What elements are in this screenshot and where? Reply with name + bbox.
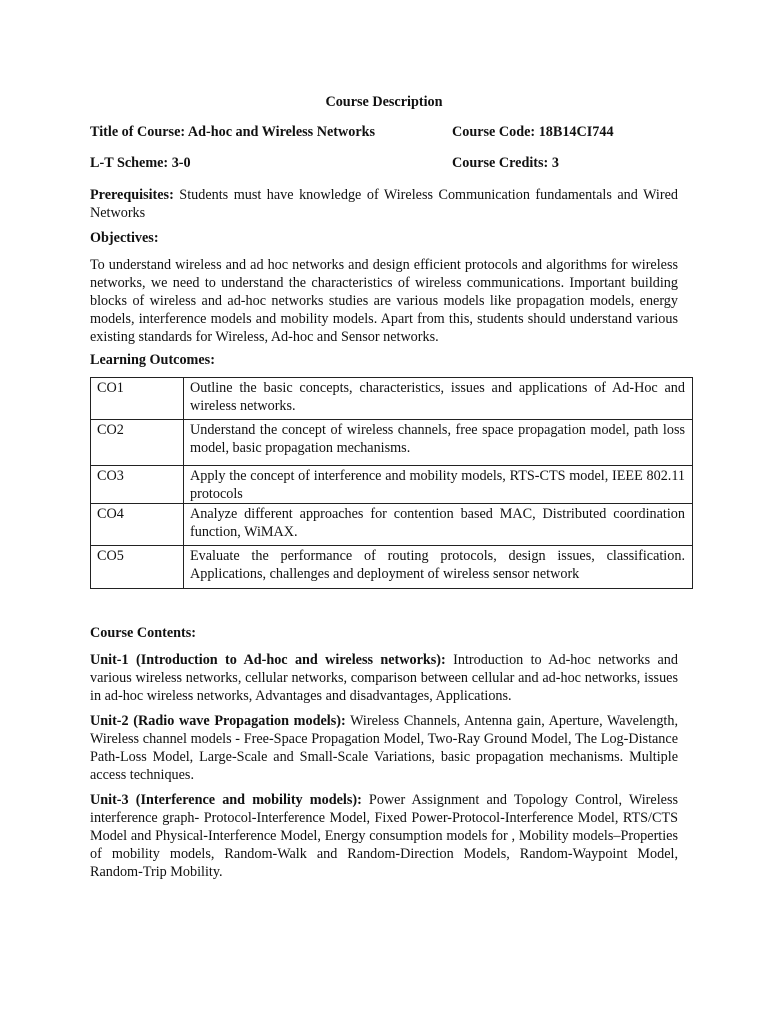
unit-1-paragraph [90,651,678,705]
course-title: Title of Course: Ad-hoc and Wireless Networks [90,124,376,140]
unit-1-text: Introduction to Ad-hoc networks and various wireless networks, cellular networks, comparison between cellular and ad-hoc networks, issues in ad-hoc wireless networks, Advantages and disadvantages, Applications. [90,652,678,704]
unit-3-text: Power Assignment and Topology Control, Wireless interference graph- Protocol-Interference Model, Fixed Power-Protocol-Interference Model, RTS/CTS Model and Physical-Interference Model, Energy consumption models for , Mobility models–Properties of mobility models, Random-Walk and Random-Direction Models, Random-Waypoint Model, Random-Trip Mobility. [90,792,678,880]
table-row [91,378,693,420]
prerequisites-label: Prerequisites: [90,187,174,203]
unit-1-title: Unit-1 (Introduction to Ad-hoc and wireless networks): [90,652,446,668]
co-description: Analyze different approaches for contention based MAC, Distributed coordination function, WiMAX. [184,504,693,546]
co-code: CO1 [91,378,184,420]
co-description: Understand the concept of wireless channels, free space propagation model, path loss model, basic propagation mechanisms. [184,420,693,466]
table-row [91,466,693,504]
course-code: Course Code: 18B14CI744 [452,124,614,140]
co-code: CO5 [91,546,184,589]
co-code: CO2 [91,420,184,466]
unit-2-title: Unit-2 (Radio wave Propagation models): [90,713,346,729]
co-description: Apply the concept of interference and mobility models, RTS-CTS model, IEEE 802.11 protocols [184,466,693,504]
learning-outcomes-heading: Learning Outcomes: [90,352,215,368]
objectives-heading: Objectives: [90,230,159,246]
objectives-text: To understand wireless and ad hoc networks and design efficient protocols and algorithms for wireless networks, we need to understand the characteristics of wireless communications. Important building blocks of wireless and ad-hoc networks studies are various models like propagation models, energy models, interference models and mobility models. Apart from this, students should understand various existing standards for Wireless, Ad-hoc and Sensor networks. [90,257,678,345]
co-code: CO3 [91,466,184,504]
course-contents-heading: Course Contents: [90,625,197,641]
co-description: Outline the basic concepts, characteristics, issues and applications of Ad-Hoc and wireless networks. [184,378,693,420]
unit-2-paragraph [90,712,678,784]
course-credits: Course Credits: 3 [452,155,559,171]
lt-scheme: L-T Scheme: 3-0 [90,155,191,171]
learning-outcomes-table [90,377,693,589]
unit-2-text: Wireless Channels, Antenna gain, Aperture, Wavelength, Wireless channel models - Free-Space Propagation Model, Two-Ray Ground Model, The Log-Distance Path-Loss Model, Large-Scale and Small-Scale Variations, basic propagation mechanisms. Multiple access techniques. [90,713,678,783]
table-row [91,420,693,466]
table-row [91,504,693,546]
unit-3-paragraph [90,791,678,881]
page-title: Course Description [325,94,443,110]
prerequisites-paragraph [90,186,678,222]
co-code: CO4 [91,504,184,546]
co-description: Evaluate the performance of routing protocols, design issues, classification. Applications, challenges and deployment of wireless sensor network [184,546,693,589]
unit-3-title: Unit-3 (Interference and mobility models): [90,792,362,808]
table-row [91,546,693,589]
prerequisites-text: Students must have knowledge of Wireless Communication fundamentals and Wired Networks [90,187,678,221]
